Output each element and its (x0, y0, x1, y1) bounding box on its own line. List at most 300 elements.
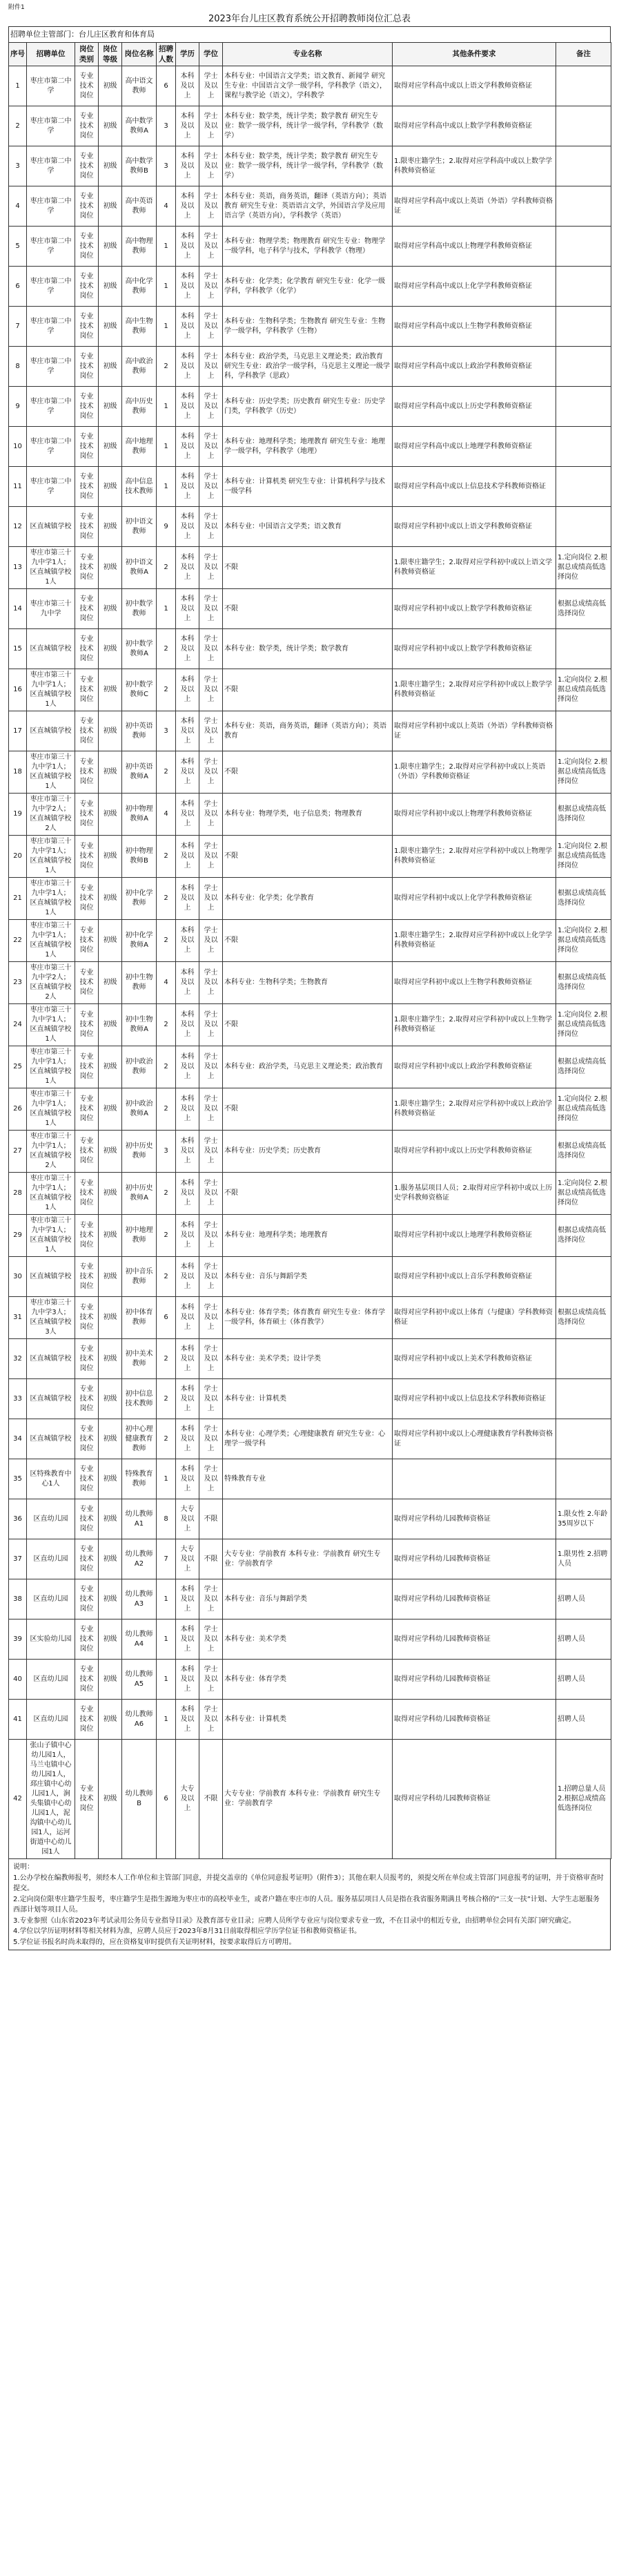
cell-major: 不限 (223, 1088, 393, 1131)
table-header-row (9, 43, 611, 66)
cell-major: 不限 (223, 669, 393, 711)
cell-major: 不限 (223, 751, 393, 794)
cell-level: 初级 (99, 1740, 122, 1859)
cell-major: 大专专业：学前教育 本科专业：学前教育 研究生专业：学前教育学 (223, 1539, 393, 1579)
cell-unit: 枣庄市第二中学 (27, 387, 75, 427)
cell-position: 幼儿教师A2 (122, 1539, 157, 1579)
cell-degree: 不限 (199, 1539, 223, 1579)
header-no: 序号 (9, 43, 27, 66)
cell-unit: 区直幼儿园 (27, 1499, 75, 1539)
cell-education: 本科及以上 (176, 1131, 199, 1173)
cell-degree: 学士及以上 (199, 1173, 223, 1215)
cell-degree: 学士及以上 (199, 589, 223, 629)
cell-unit: 区直幼儿园 (27, 1660, 75, 1700)
cell-degree: 学士及以上 (199, 547, 223, 589)
cell-type: 专业技术岗位 (75, 106, 99, 146)
cell-education: 本科及以上 (176, 387, 199, 427)
cell-level: 初级 (99, 1257, 122, 1297)
cell-education: 本科及以上 (176, 920, 199, 962)
cell-type: 专业技术岗位 (75, 1379, 99, 1419)
table-row (9, 920, 611, 962)
cell-count: 2 (157, 1173, 176, 1215)
cell-level: 初级 (99, 962, 122, 1004)
cell-level: 初级 (99, 547, 122, 589)
cell-count: 4 (157, 962, 176, 1004)
cell-major: 本科专业：英语，商务英语，翻译（英语方向）；英语教育 (223, 711, 393, 751)
cell-count: 1 (157, 1619, 176, 1660)
cell-unit: 枣庄市第三十九中学2人；区直城镇学校2人 (27, 962, 75, 1004)
cell-education: 本科及以上 (176, 751, 199, 794)
cell-position: 幼儿教师A1 (122, 1499, 157, 1539)
table-row (9, 1339, 611, 1379)
cell-degree: 学士及以上 (199, 878, 223, 920)
cell-major: 本科专业：计算机类 (223, 1379, 393, 1419)
cell-unit: 枣庄市第二中学 (27, 227, 75, 267)
cell-unit: 枣庄市第三十九中学 (27, 589, 75, 629)
table-row (9, 347, 611, 387)
table-row (9, 1173, 611, 1215)
cell-type: 专业技术岗位 (75, 427, 99, 467)
cell-degree: 学士及以上 (199, 1579, 223, 1619)
cell-type: 专业技术岗位 (75, 629, 99, 669)
cell-level: 初级 (99, 711, 122, 751)
cell-remarks (556, 347, 611, 387)
cell-count: 4 (157, 794, 176, 836)
cell-conditions: 取得对应学科幼儿园教师资格证 (393, 1579, 556, 1619)
cell-education: 本科及以上 (176, 629, 199, 669)
cell-type: 专业技术岗位 (75, 962, 99, 1004)
cell-type: 专业技术岗位 (75, 267, 99, 307)
cell-unit: 区特殊教育中心1人 (27, 1459, 75, 1499)
cell-unit: 枣庄市第三十九中学1人；区直城镇学校1人 (27, 1173, 75, 1215)
cell-major: 本科专业：化学类；化学教育 研究生专业：化学一级学科，学科教学（化学） (223, 267, 393, 307)
cell-count: 1 (157, 1459, 176, 1499)
cell-major: 本科专业：历史学类；历史教育 (223, 1131, 393, 1173)
cell-type: 专业技术岗位 (75, 1131, 99, 1173)
cell-count: 2 (157, 878, 176, 920)
cell-remarks (556, 106, 611, 146)
cell-no: 17 (9, 711, 27, 751)
cell-remarks: 招聘人员 (556, 1700, 611, 1740)
cell-degree: 学士及以上 (199, 1046, 223, 1088)
cell-major: 不限 (223, 920, 393, 962)
cell-type: 专业技术岗位 (75, 1297, 99, 1339)
cell-major: 特殊教育专业 (223, 1459, 393, 1499)
cell-level: 初级 (99, 227, 122, 267)
cell-degree: 学士及以上 (199, 751, 223, 794)
cell-position: 初中数学教师 (122, 589, 157, 629)
cell-major: 本科专业：音乐与舞蹈学类 (223, 1257, 393, 1297)
cell-remarks (556, 629, 611, 669)
cell-unit: 枣庄市第三十九中学1人；区直城镇学校2人 (27, 1131, 75, 1173)
cell-level: 初级 (99, 669, 122, 711)
table-row (9, 589, 611, 629)
cell-unit: 枣庄市第二中学 (27, 427, 75, 467)
cell-education: 本科及以上 (176, 1215, 199, 1257)
cell-no: 21 (9, 878, 27, 920)
cell-major: 大专专业：学前教育 本科专业：学前教育 研究生专业：学前教育学 (223, 1740, 393, 1859)
cell-level: 初级 (99, 1499, 122, 1539)
header-conditions: 其他条件要求 (393, 43, 556, 66)
cell-degree: 不限 (199, 1499, 223, 1539)
cell-degree: 学士及以上 (199, 962, 223, 1004)
cell-unit: 区直城镇学校 (27, 1379, 75, 1419)
cell-unit: 区直幼儿园 (27, 1700, 75, 1740)
table-row (9, 66, 611, 106)
cell-count: 2 (157, 547, 176, 589)
table-row (9, 507, 611, 547)
cell-no: 2 (9, 106, 27, 146)
cell-remarks: 根据总成绩高低选择岗位 (556, 1215, 611, 1257)
cell-type: 专业技术岗位 (75, 711, 99, 751)
cell-education: 本科及以上 (176, 1173, 199, 1215)
cell-count: 9 (157, 507, 176, 547)
cell-count: 2 (157, 1339, 176, 1379)
header-position: 岗位名称 (122, 43, 157, 66)
cell-degree: 学士及以上 (199, 1379, 223, 1419)
table-body (9, 66, 611, 1859)
cell-remarks: 1.定向岗位 2.根据总成绩高低选择岗位 (556, 836, 611, 878)
table-row (9, 878, 611, 920)
cell-education: 本科及以上 (176, 1257, 199, 1297)
cell-position: 初中数学教师C (122, 669, 157, 711)
cell-unit: 枣庄市第三十九中学1人；区直城镇学校1人 (27, 669, 75, 711)
cell-unit: 区直城镇学校 (27, 1419, 75, 1459)
cell-count: 2 (157, 1088, 176, 1131)
cell-degree: 学士及以上 (199, 307, 223, 347)
header-remarks: 备注 (556, 43, 611, 66)
cell-remarks (556, 467, 611, 507)
cell-type: 专业技术岗位 (75, 1173, 99, 1215)
cell-no: 39 (9, 1619, 27, 1660)
cell-major: 本科专业：心理学类；心理健康教育 研究生专业：心理学一级学科 (223, 1419, 393, 1459)
cell-education: 本科及以上 (176, 794, 199, 836)
cell-count: 2 (157, 1215, 176, 1257)
cell-remarks (556, 66, 611, 106)
cell-no: 4 (9, 186, 27, 227)
cell-no: 9 (9, 387, 27, 427)
cell-position: 高中英语教师 (122, 186, 157, 227)
cell-education: 本科及以上 (176, 1459, 199, 1499)
table-row (9, 1579, 611, 1619)
cell-unit: 枣庄市第三十九中学1人；区直城镇学校1人 (27, 1046, 75, 1088)
cell-degree: 学士及以上 (199, 1619, 223, 1660)
cell-level: 初级 (99, 387, 122, 427)
cell-type: 专业技术岗位 (75, 751, 99, 794)
cell-major: 本科专业：音乐与舞蹈学类 (223, 1579, 393, 1619)
note-item: 4.学位以学历证明材料等相关材料为准，应聘人员应于2023年8月31日前取得相应学历学位证书和教师资格证书。 (13, 1928, 362, 1936)
header-type: 岗位类别 (75, 43, 99, 66)
cell-unit: 区直幼儿园 (27, 1539, 75, 1579)
cell-remarks (556, 1459, 611, 1499)
cell-conditions: 取得对应学科初中或以上物理学科教师资格证 (393, 794, 556, 836)
cell-count: 6 (157, 1740, 176, 1859)
cell-no: 5 (9, 227, 27, 267)
cell-unit: 区直城镇学校 (27, 711, 75, 751)
cell-count: 2 (157, 1257, 176, 1297)
cell-type: 专业技术岗位 (75, 1004, 99, 1046)
table-row (9, 1379, 611, 1419)
cell-position: 初中历史教师 (122, 1131, 157, 1173)
cell-degree: 学士及以上 (199, 836, 223, 878)
cell-remarks: 招聘人员 (556, 1660, 611, 1700)
cell-major: 本科专业：化学类；化学教育 (223, 878, 393, 920)
cell-no: 32 (9, 1339, 27, 1379)
cell-degree: 学士及以上 (199, 467, 223, 507)
cell-remarks: 根据总成绩高低选择岗位 (556, 878, 611, 920)
cell-conditions: 取得对应学科高中或以上生物学科教师资格证 (393, 307, 556, 347)
cell-remarks (556, 711, 611, 751)
cell-type: 专业技术岗位 (75, 227, 99, 267)
cell-no: 24 (9, 1004, 27, 1046)
cell-no: 12 (9, 507, 27, 547)
cell-position: 初中化学教师 (122, 878, 157, 920)
cell-conditions: 取得对应学科初中或以上历史学科教师资格证 (393, 1131, 556, 1173)
cell-position: 初中语文教师 (122, 507, 157, 547)
cell-education: 本科及以上 (176, 1379, 199, 1419)
cell-count: 1 (157, 467, 176, 507)
cell-education: 本科及以上 (176, 307, 199, 347)
cell-level: 初级 (99, 106, 122, 146)
cell-level: 初级 (99, 1173, 122, 1215)
cell-unit: 张山子镇中心幼儿园1人，马兰屯镇中心幼儿园1人，邳庄镇中心幼儿园1人，涧头集镇中心幼儿园1人，泥沟镇中心幼儿园1人，运河街道中心幼儿园1人 (27, 1740, 75, 1859)
cell-count: 2 (157, 629, 176, 669)
cell-degree: 学士及以上 (199, 507, 223, 547)
cell-unit: 枣庄市第三十九中学1人；区直城镇学校1人 (27, 878, 75, 920)
cell-remarks (556, 427, 611, 467)
cell-no: 1 (9, 66, 27, 106)
cell-count: 2 (157, 347, 176, 387)
cell-major: 本科专业：地理科学类；地理教育 研究生专业：地理学一级学科，学科教学（地理） (223, 427, 393, 467)
cell-degree: 学士及以上 (199, 1700, 223, 1740)
cell-type: 专业技术岗位 (75, 1459, 99, 1499)
cell-remarks: 根据总成绩高低选择岗位 (556, 589, 611, 629)
cell-type: 专业技术岗位 (75, 1046, 99, 1088)
cell-position: 初中英语教师 (122, 711, 157, 751)
cell-conditions: 1.限枣庄籍学生；2.取得对应学科初中或以上政治学科教师资格证 (393, 1088, 556, 1131)
cell-remarks: 1.定向岗位 2.根据总成绩高低选择岗位 (556, 751, 611, 794)
cell-major: 本科专业：计算机类 (223, 1700, 393, 1740)
table-row (9, 547, 611, 589)
header-level: 岗位等级 (99, 43, 122, 66)
cell-level: 初级 (99, 878, 122, 920)
cell-conditions: 取得对应学科高中或以上英语（外语）学科教师资格证 (393, 186, 556, 227)
cell-count: 2 (157, 751, 176, 794)
cell-major: 不限 (223, 1004, 393, 1046)
cell-no: 13 (9, 547, 27, 589)
cell-count: 1 (157, 227, 176, 267)
cell-conditions: 取得对应学科初中或以上音乐学科教师资格证 (393, 1257, 556, 1297)
recruitment-table (8, 42, 611, 1859)
table-row (9, 1740, 611, 1859)
cell-unit: 区直城镇学校 (27, 1339, 75, 1379)
table-row (9, 467, 611, 507)
table-row (9, 1539, 611, 1579)
cell-education: 本科及以上 (176, 427, 199, 467)
cell-remarks: 根据总成绩高低选择岗位 (556, 962, 611, 1004)
cell-degree: 学士及以上 (199, 146, 223, 186)
cell-level: 初级 (99, 1419, 122, 1459)
table-row (9, 106, 611, 146)
cell-level: 初级 (99, 629, 122, 669)
cell-position: 幼儿教师A4 (122, 1619, 157, 1660)
cell-remarks: 根据总成绩高低选择岗位 (556, 1297, 611, 1339)
cell-position: 高中生物教师 (122, 307, 157, 347)
cell-count: 1 (157, 589, 176, 629)
cell-position: 高中地理教师 (122, 427, 157, 467)
cell-education: 本科及以上 (176, 507, 199, 547)
cell-level: 初级 (99, 307, 122, 347)
cell-position: 初中政治教师A (122, 1088, 157, 1131)
cell-remarks: 1.定向岗位 2.根据总成绩高低选择岗位 (556, 1173, 611, 1215)
cell-remarks: 1.定向岗位 2.根据总成绩高低选择岗位 (556, 547, 611, 589)
cell-education: 本科及以上 (176, 1088, 199, 1131)
cell-degree: 学士及以上 (199, 669, 223, 711)
cell-position: 初中历史教师A (122, 1173, 157, 1215)
cell-major: 本科专业：中国语言文学类；语文教育 (223, 507, 393, 547)
cell-position: 初中英语教师A (122, 751, 157, 794)
cell-level: 初级 (99, 1131, 122, 1173)
cell-level: 初级 (99, 751, 122, 794)
cell-count: 6 (157, 66, 176, 106)
notes-title: 说明： (13, 1863, 34, 1872)
cell-education: 本科及以上 (176, 1619, 199, 1660)
cell-unit: 枣庄市第二中学 (27, 186, 75, 227)
cell-type: 专业技术岗位 (75, 794, 99, 836)
notes-list (13, 1873, 606, 1948)
cell-no: 23 (9, 962, 27, 1004)
cell-conditions: 取得对应学科幼儿园教师资格证 (393, 1740, 556, 1859)
cell-major: 本科专业：美术学类；设计学类 (223, 1339, 393, 1379)
cell-degree: 学士及以上 (199, 106, 223, 146)
cell-count: 2 (157, 836, 176, 878)
cell-conditions: 取得对应学科初中或以上政治学科教师资格证 (393, 1046, 556, 1088)
cell-position: 初中生物教师 (122, 962, 157, 1004)
cell-type: 专业技术岗位 (75, 1419, 99, 1459)
cell-no: 27 (9, 1131, 27, 1173)
cell-conditions: 取得对应学科初中或以上语文学科教师资格证 (393, 507, 556, 547)
cell-position: 初中语文教师A (122, 547, 157, 589)
cell-degree: 学士及以上 (199, 227, 223, 267)
cell-conditions: 1.限枣庄籍学生；2.取得对应学科初中或以上语文学科教师资格证 (393, 547, 556, 589)
cell-position: 幼儿教师A5 (122, 1660, 157, 1700)
cell-education: 大专及以上 (176, 1499, 199, 1539)
cell-major: 本科专业：计算机类 研究生专业：计算机科学与技术一级学科 (223, 467, 393, 507)
cell-major: 不限 (223, 836, 393, 878)
cell-remarks: 根据总成绩高低选择岗位 (556, 1046, 611, 1088)
cell-degree: 学士及以上 (199, 1257, 223, 1297)
cell-degree: 学士及以上 (199, 1339, 223, 1379)
cell-count: 1 (157, 267, 176, 307)
header-education: 学历 (176, 43, 199, 66)
cell-level: 初级 (99, 920, 122, 962)
cell-type: 专业技术岗位 (75, 387, 99, 427)
cell-type: 专业技术岗位 (75, 589, 99, 629)
cell-remarks (556, 146, 611, 186)
cell-count: 3 (157, 146, 176, 186)
cell-major: 本科专业：生物科学类；生物教育 (223, 962, 393, 1004)
cell-count: 2 (157, 920, 176, 962)
cell-degree: 学士及以上 (199, 1660, 223, 1700)
table-row (9, 1046, 611, 1088)
cell-type: 专业技术岗位 (75, 1215, 99, 1257)
cell-no: 11 (9, 467, 27, 507)
table-row (9, 1131, 611, 1173)
cell-type: 专业技术岗位 (75, 186, 99, 227)
cell-level: 初级 (99, 1088, 122, 1131)
cell-conditions: 取得对应学科初中或以上化学学科教师资格证 (393, 878, 556, 920)
cell-position: 幼儿教师A3 (122, 1579, 157, 1619)
cell-no: 22 (9, 920, 27, 962)
cell-conditions: 取得对应学科初中或以上数学学科教师资格证 (393, 589, 556, 629)
cell-no: 3 (9, 146, 27, 186)
cell-remarks: 1.限女性 2.年龄35周岁以下 (556, 1499, 611, 1539)
table-row (9, 307, 611, 347)
cell-major (223, 1499, 393, 1539)
cell-conditions: 1.限枣庄籍学生；2.取得对应学科初中或以上化学学科教师资格证 (393, 920, 556, 962)
cell-major: 不限 (223, 1173, 393, 1215)
cell-conditions: 取得对应学科初中或以上美术学科教师资格证 (393, 1339, 556, 1379)
cell-no: 10 (9, 427, 27, 467)
cell-conditions: 取得对应学科高中或以上政治学科教师资格证 (393, 347, 556, 387)
cell-level: 初级 (99, 794, 122, 836)
cell-count: 8 (157, 1499, 176, 1539)
cell-conditions: 取得对应学科初中或以上数学学科教师资格证 (393, 629, 556, 669)
table-row (9, 962, 611, 1004)
cell-no: 34 (9, 1419, 27, 1459)
cell-education: 本科及以上 (176, 1660, 199, 1700)
cell-type: 专业技术岗位 (75, 66, 99, 106)
cell-degree: 学士及以上 (199, 1215, 223, 1257)
cell-major: 本科专业：体育学类；体育教育 研究生专业：体育学一级学科，体育硕士（体育教学） (223, 1297, 393, 1339)
cell-count: 4 (157, 186, 176, 227)
cell-no: 36 (9, 1499, 27, 1539)
table-row (9, 669, 611, 711)
cell-degree: 学士及以上 (199, 1004, 223, 1046)
table-row (9, 1297, 611, 1339)
cell-degree: 学士及以上 (199, 711, 223, 751)
cell-education: 本科及以上 (176, 1297, 199, 1339)
cell-education: 本科及以上 (176, 669, 199, 711)
cell-count: 1 (157, 1700, 176, 1740)
cell-no: 37 (9, 1539, 27, 1579)
cell-level: 初级 (99, 347, 122, 387)
cell-degree: 不限 (199, 1740, 223, 1859)
cell-major: 本科专业：英语，商务英语，翻译（英语方向）；英语教育 研究生专业：英语语言文学，外国语言学及应用语言学（英语方向），学科教学（英语） (223, 186, 393, 227)
cell-remarks (556, 507, 611, 547)
cell-degree: 学士及以上 (199, 267, 223, 307)
cell-conditions: 1.限枣庄籍学生；2.取得对应学科高中或以上数学学科教师资格证 (393, 146, 556, 186)
cell-type: 专业技术岗位 (75, 1257, 99, 1297)
cell-type: 专业技术岗位 (75, 547, 99, 589)
cell-level: 初级 (99, 1619, 122, 1660)
cell-unit: 区实验幼儿园 (27, 1619, 75, 1660)
cell-no: 42 (9, 1740, 27, 1859)
cell-position: 初中体育教师 (122, 1297, 157, 1339)
cell-unit: 枣庄市第二中学 (27, 307, 75, 347)
cell-position: 初中生物教师A (122, 1004, 157, 1046)
cell-level: 初级 (99, 467, 122, 507)
cell-level: 初级 (99, 1700, 122, 1740)
table-row (9, 146, 611, 186)
cell-unit: 枣庄市第三十九中学1人；区直城镇学校1人 (27, 920, 75, 962)
cell-major: 本科专业：地理科学类；地理教育 (223, 1215, 393, 1257)
cell-unit: 枣庄市第二中学 (27, 66, 75, 106)
cell-conditions: 取得对应学科高中或以上历史学科教师资格证 (393, 387, 556, 427)
cell-level: 初级 (99, 1660, 122, 1700)
cell-level: 初级 (99, 267, 122, 307)
cell-level: 初级 (99, 427, 122, 467)
